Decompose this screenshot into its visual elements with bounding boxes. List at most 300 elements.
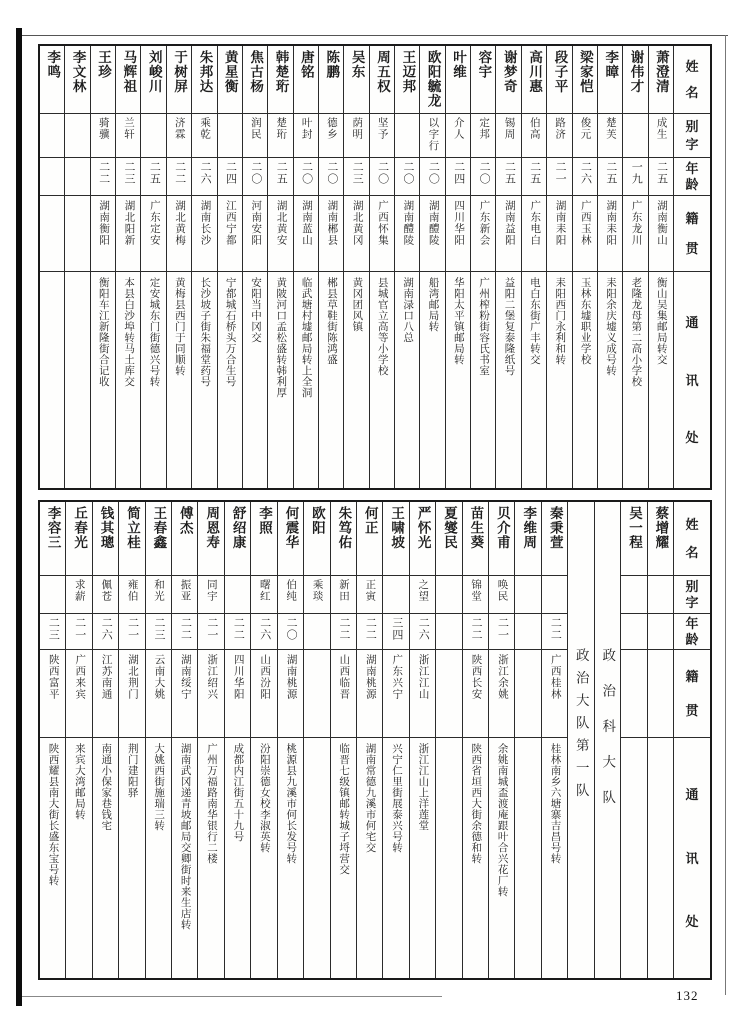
contact-cell <box>40 738 65 978</box>
header-char: 年 <box>685 616 699 631</box>
name-text: 秦秉萱 <box>547 506 563 550</box>
native-cell <box>141 196 165 272</box>
native-cell <box>522 196 546 272</box>
courtesy-text: 新田 <box>338 579 349 602</box>
courtesy-text: 之望 <box>417 579 429 602</box>
contact-address-text: 陕西耀县南大街长盛东宝号转 <box>47 743 59 886</box>
name-cell <box>172 502 197 576</box>
courtesy-cell <box>218 114 242 158</box>
age-cell <box>370 158 394 196</box>
person-column <box>268 46 293 488</box>
age-cell <box>304 614 329 650</box>
contact-address-text: 桂林南乡六塘寨吉昌号转 <box>549 743 561 864</box>
courtesy-cell <box>278 576 303 614</box>
native-cell <box>357 650 382 738</box>
age-text: 二六 <box>258 617 271 641</box>
courtesy-cell <box>471 114 495 158</box>
native-place-text: 湖南衡阳 <box>98 200 110 246</box>
age-cell <box>225 614 250 650</box>
courtesy-text: 振亚 <box>179 579 191 602</box>
age-cell <box>65 158 89 196</box>
age-text: 二五 <box>275 161 288 185</box>
header-char: 讯 <box>685 372 699 388</box>
courtesy-text: 楚芙 <box>604 117 616 140</box>
courtesy-cell <box>116 114 140 158</box>
contact-address-text: 来宾大湾邮局转 <box>73 743 85 820</box>
contact-address-text: 电白东街广丰转交 <box>528 277 540 365</box>
name-cell <box>649 46 673 114</box>
courtesy-text: 以字行 <box>427 117 439 152</box>
name-text: 苗生葵 <box>468 506 484 550</box>
native-place-text: 广东新会 <box>478 200 490 246</box>
age-cell <box>40 158 64 196</box>
courtesy-text: 唤民 <box>496 579 508 602</box>
courtesy-text: 伯纯 <box>285 579 297 602</box>
person-column <box>192 46 217 488</box>
courtesy-cell <box>410 576 435 614</box>
courtesy-text: 定邦 <box>478 117 490 140</box>
header-char: 别 <box>685 118 699 134</box>
name-text: 王啸坡 <box>389 506 405 550</box>
contact-address-text: 县城官立高等小学校 <box>376 277 388 376</box>
handwritten-annotation: 政治科大队 <box>600 648 616 826</box>
age-cell <box>420 158 444 196</box>
header-char: 字 <box>685 595 699 611</box>
scan-border-left <box>16 28 22 1006</box>
header-char: 字 <box>685 137 699 153</box>
annotation-cell <box>568 502 593 978</box>
native-cell <box>243 196 267 272</box>
courtesy-cell <box>192 114 216 158</box>
contact-cell <box>436 738 461 978</box>
person-column <box>40 502 66 978</box>
courtesy-cell <box>547 114 571 158</box>
name-cell <box>119 502 144 576</box>
contact-cell <box>66 738 91 978</box>
annotation-column <box>568 502 594 978</box>
age-text: 二五 <box>655 161 668 185</box>
courtesy-cell <box>621 576 646 614</box>
contact-address-text: 本县白沙埠转马土库交 <box>123 277 135 387</box>
person-column <box>167 46 192 488</box>
person-column <box>146 502 172 978</box>
name-cell <box>268 46 292 114</box>
annotation-cell <box>595 502 620 978</box>
person-column <box>623 46 648 488</box>
native-place-text: 云南大姚 <box>153 654 165 700</box>
name-text: 欧阳 <box>309 506 325 535</box>
age-text: 二二 <box>470 617 483 641</box>
column-header-courtesy <box>674 114 710 158</box>
age-cell <box>116 158 140 196</box>
contact-address-text: 陕西省垣西大街余德和转 <box>470 743 482 864</box>
name-text: 高川惠 <box>527 50 543 94</box>
annotation-column <box>595 502 621 978</box>
native-cell <box>649 196 673 272</box>
column-header-contact <box>674 272 710 488</box>
contact-cell <box>357 738 382 978</box>
contact-cell <box>294 272 318 488</box>
age-text: 二六 <box>417 617 430 641</box>
courtesy-text: 兰轩 <box>123 117 135 140</box>
courtesy-cell <box>119 576 144 614</box>
name-cell <box>225 502 250 576</box>
person-column <box>542 502 568 978</box>
age-text: 二一 <box>496 617 509 641</box>
person-column <box>65 46 90 488</box>
person-column <box>319 46 344 488</box>
age-text: 二〇 <box>325 161 338 185</box>
native-cell <box>395 196 419 272</box>
courtesy-cell <box>446 114 470 158</box>
native-cell <box>331 650 356 738</box>
age-text: 二五 <box>604 161 617 185</box>
age-cell <box>410 614 435 650</box>
courtesy-cell <box>66 576 91 614</box>
courtesy-cell <box>370 114 394 158</box>
contact-cell <box>522 272 546 488</box>
courtesy-cell <box>268 114 292 158</box>
person-column <box>489 502 515 978</box>
age-text: 二〇 <box>249 161 262 185</box>
contact-cell <box>251 738 276 978</box>
native-cell <box>225 650 250 738</box>
contact-address-text: 长沙坡子街朱福堂药号 <box>199 277 211 387</box>
column-header-age <box>674 614 710 650</box>
native-cell <box>116 196 140 272</box>
column-header-name <box>674 46 710 114</box>
person-column <box>119 502 145 978</box>
native-place-text: 四川华阳 <box>232 654 244 700</box>
roster-table-top <box>38 44 712 490</box>
name-text: 何震华 <box>283 506 299 550</box>
age-cell <box>278 614 303 650</box>
header-char: 姓 <box>685 58 699 74</box>
courtesy-cell <box>420 114 444 158</box>
native-place-text: 广西桂林 <box>549 654 561 700</box>
native-cell <box>294 196 318 272</box>
courtesy-cell <box>40 576 65 614</box>
header-char: 贯 <box>685 240 699 256</box>
native-place-text: 山西汾阳 <box>259 654 271 700</box>
native-cell <box>344 196 368 272</box>
native-cell <box>198 650 223 738</box>
name-cell <box>218 46 242 114</box>
age-cell <box>172 614 197 650</box>
header-column <box>674 46 710 488</box>
name-cell <box>648 502 673 576</box>
courtesy-cell <box>91 114 115 158</box>
age-text: 二二 <box>232 617 245 641</box>
name-text: 周五权 <box>374 50 390 94</box>
contact-address-text: 黄陂河口孟松盛转韩利厚 <box>275 277 287 398</box>
native-place-text: 广西玉林 <box>579 200 591 246</box>
header-char: 处 <box>685 429 699 445</box>
age-cell <box>383 614 408 650</box>
native-cell <box>471 196 495 272</box>
name-text: 李维周 <box>521 506 537 550</box>
age-text: 二六 <box>100 617 113 641</box>
native-place-text: 湖南耒阳 <box>554 200 566 246</box>
contact-address-text: 郴县草鞋街陈鸿盛 <box>326 277 338 365</box>
age-text: 二一 <box>73 617 86 641</box>
name-text: 吴一程 <box>626 506 642 550</box>
age-cell <box>598 158 622 196</box>
native-cell <box>436 650 461 738</box>
age-cell <box>471 158 495 196</box>
name-text: 容宇 <box>476 50 492 79</box>
age-text: 二二 <box>549 617 562 641</box>
person-column <box>344 46 369 488</box>
courtesy-text: 荫明 <box>351 117 363 140</box>
contact-address-text: 华阳太平镇邮局转 <box>452 277 464 365</box>
native-place-text: 湖北黄安 <box>275 200 287 246</box>
person-column <box>463 502 489 978</box>
age-text: 二三 <box>153 617 166 641</box>
contact-cell <box>278 738 303 978</box>
header-char: 讯 <box>685 850 699 866</box>
header-char: 籍 <box>685 211 699 227</box>
scan-border-right <box>725 35 726 995</box>
name-cell <box>93 502 118 576</box>
courtesy-text: 求薪 <box>73 579 85 602</box>
contact-address-text: 成都内江街五十九号 <box>232 743 244 842</box>
native-place-text: 山西临晋 <box>338 654 350 700</box>
courtesy-cell <box>146 576 171 614</box>
person-column <box>420 46 445 488</box>
name-cell <box>91 46 115 114</box>
native-place-text: 湖北阳新 <box>123 200 135 246</box>
courtesy-cell <box>225 576 250 614</box>
person-column <box>522 46 547 488</box>
contact-cell <box>446 272 470 488</box>
courtesy-text: 雍伯 <box>126 579 138 602</box>
contact-address-text: 玉林东墟职业学校 <box>579 277 591 365</box>
name-text: 周恩寿 <box>204 506 220 550</box>
age-text: 二二 <box>179 617 192 641</box>
person-column <box>370 46 395 488</box>
contact-cell <box>243 272 267 488</box>
contact-cell <box>319 272 343 488</box>
name-cell <box>146 502 171 576</box>
person-column <box>218 46 243 488</box>
native-place-text: 广东兴宁 <box>391 654 403 700</box>
name-cell <box>357 502 382 576</box>
age-text: 二一 <box>126 617 139 641</box>
age-cell <box>40 614 65 650</box>
age-text: 二五 <box>503 161 516 185</box>
header-char: 姓 <box>685 516 699 532</box>
person-column <box>496 46 521 488</box>
contact-cell <box>146 738 171 978</box>
contact-cell <box>515 738 540 978</box>
name-cell <box>446 46 470 114</box>
contact-cell <box>119 738 144 978</box>
native-place-text: 湖北黄梅 <box>174 200 186 246</box>
contact-cell <box>623 272 647 488</box>
person-column <box>515 502 541 978</box>
name-text: 严怀光 <box>415 506 431 550</box>
person-column <box>383 502 409 978</box>
name-text: 朱邦达 <box>197 50 213 94</box>
person-column <box>395 46 420 488</box>
courtesy-text: 坚予 <box>376 117 388 140</box>
native-cell <box>463 650 488 738</box>
age-cell <box>251 614 276 650</box>
courtesy-cell <box>243 114 267 158</box>
person-column <box>446 46 471 488</box>
person-column <box>141 46 166 488</box>
native-cell <box>648 650 673 738</box>
age-cell <box>573 158 597 196</box>
header-char: 籍 <box>685 669 699 685</box>
native-cell <box>65 196 89 272</box>
name-cell <box>420 46 444 114</box>
name-text: 钱其璁 <box>98 506 114 550</box>
contact-cell <box>93 738 118 978</box>
age-text: 二一 <box>554 161 567 185</box>
contact-address-text: 黄冈团风镇 <box>351 277 363 332</box>
courtesy-text: 介人 <box>452 117 464 140</box>
age-cell <box>91 158 115 196</box>
courtesy-text: 路济 <box>554 117 566 140</box>
name-cell <box>410 502 435 576</box>
native-cell <box>420 196 444 272</box>
native-place-text: 湖北黄冈 <box>351 200 363 246</box>
contact-address-text: 耒阳余庆墟义成号转 <box>604 277 616 376</box>
header-char: 处 <box>685 913 699 929</box>
name-cell <box>463 502 488 576</box>
contact-cell <box>383 738 408 978</box>
column-header-native <box>674 196 710 272</box>
age-text: 三四 <box>390 617 403 641</box>
contact-address-text: 汾阳崇德女校李淑英转 <box>258 743 270 853</box>
native-cell <box>410 650 435 738</box>
native-cell <box>621 650 646 738</box>
native-cell <box>515 650 540 738</box>
person-column <box>243 46 268 488</box>
native-cell <box>547 196 571 272</box>
native-place-text: 广东电白 <box>529 200 541 246</box>
age-cell <box>243 158 267 196</box>
age-text: 二〇 <box>427 161 440 185</box>
contact-cell <box>395 272 419 488</box>
native-place-text: 湖南桃源 <box>364 654 376 700</box>
contact-address-text: 耒阳西门永利和转 <box>554 277 566 365</box>
column-header-contact <box>674 738 710 978</box>
name-text: 马辉祖 <box>121 50 137 94</box>
header-char: 通 <box>685 315 699 331</box>
age-cell <box>93 614 118 650</box>
name-text: 谢梦奇 <box>501 50 517 94</box>
age-cell <box>649 158 673 196</box>
name-cell <box>436 502 461 576</box>
age-cell <box>344 158 368 196</box>
contact-cell <box>192 272 216 488</box>
name-cell <box>192 46 216 114</box>
courtesy-text: 正寅 <box>364 579 376 602</box>
age-text: 二六 <box>579 161 592 185</box>
name-text: 舒绍康 <box>230 506 246 550</box>
contact-address-text: 广州榨粉街容氏书室 <box>478 277 490 376</box>
contact-address-text: 余姚南城盃渡庵跟叶合兴花厂转 <box>496 743 508 897</box>
contact-cell <box>420 272 444 488</box>
age-cell <box>648 614 673 650</box>
name-cell <box>522 46 546 114</box>
contact-cell <box>344 272 368 488</box>
age-text: 一九 <box>630 161 643 185</box>
header-char: 通 <box>685 787 699 803</box>
contact-address-text: 安阳当中冈交 <box>249 277 261 343</box>
header-char: 名 <box>685 85 699 101</box>
courtesy-cell <box>515 576 540 614</box>
age-cell <box>621 614 646 650</box>
age-cell <box>623 158 647 196</box>
name-text: 焦古杨 <box>248 50 264 94</box>
native-place-text: 江西宁都 <box>224 200 236 246</box>
courtesy-text: 骑骥 <box>97 117 109 140</box>
contact-cell <box>331 738 356 978</box>
name-cell <box>141 46 165 114</box>
age-cell <box>141 158 165 196</box>
name-cell <box>598 46 622 114</box>
courtesy-text: 成生 <box>655 117 667 140</box>
age-text: 二三 <box>123 161 136 185</box>
courtesy-cell <box>65 114 89 158</box>
person-column <box>410 502 436 978</box>
native-place-text: 江苏南通 <box>100 654 112 700</box>
handwritten-annotation: 政治大队第一队 <box>573 648 589 806</box>
courtesy-cell <box>93 576 118 614</box>
contact-cell <box>370 272 394 488</box>
age-text: 二二 <box>97 161 110 185</box>
native-place-text: 湖南耒阳 <box>605 200 617 246</box>
native-cell <box>91 196 115 272</box>
person-column <box>436 502 462 978</box>
age-cell <box>496 158 520 196</box>
age-cell <box>192 158 216 196</box>
contact-cell <box>598 272 622 488</box>
courtesy-text: 俊元 <box>579 117 591 140</box>
name-text: 李容三 <box>45 506 61 550</box>
name-text: 王珍 <box>96 50 111 79</box>
courtesy-cell <box>304 576 329 614</box>
contact-cell <box>65 272 89 488</box>
native-place-text: 河南安阳 <box>250 200 262 246</box>
age-cell <box>167 158 191 196</box>
courtesy-cell <box>198 576 223 614</box>
header-char: 别 <box>685 578 699 594</box>
column-header-name <box>674 502 710 576</box>
age-text: 二二 <box>338 617 350 641</box>
roster-table-bottom <box>38 500 712 980</box>
name-text: 欧阳毓龙 <box>425 50 441 108</box>
contact-address-text: 老隆龙母第二高小学校 <box>630 277 642 387</box>
person-column <box>278 502 304 978</box>
native-cell <box>623 196 647 272</box>
age-cell <box>463 614 488 650</box>
native-cell <box>40 196 64 272</box>
name-text: 王春鑫 <box>151 506 167 550</box>
native-place-text: 广西来宾 <box>74 654 86 700</box>
name-cell <box>40 502 65 576</box>
native-cell <box>489 650 514 738</box>
contact-cell <box>198 738 223 978</box>
courtesy-text: 润民 <box>249 117 261 140</box>
courtesy-cell <box>344 114 368 158</box>
native-cell <box>146 650 171 738</box>
contact-cell <box>304 738 329 978</box>
